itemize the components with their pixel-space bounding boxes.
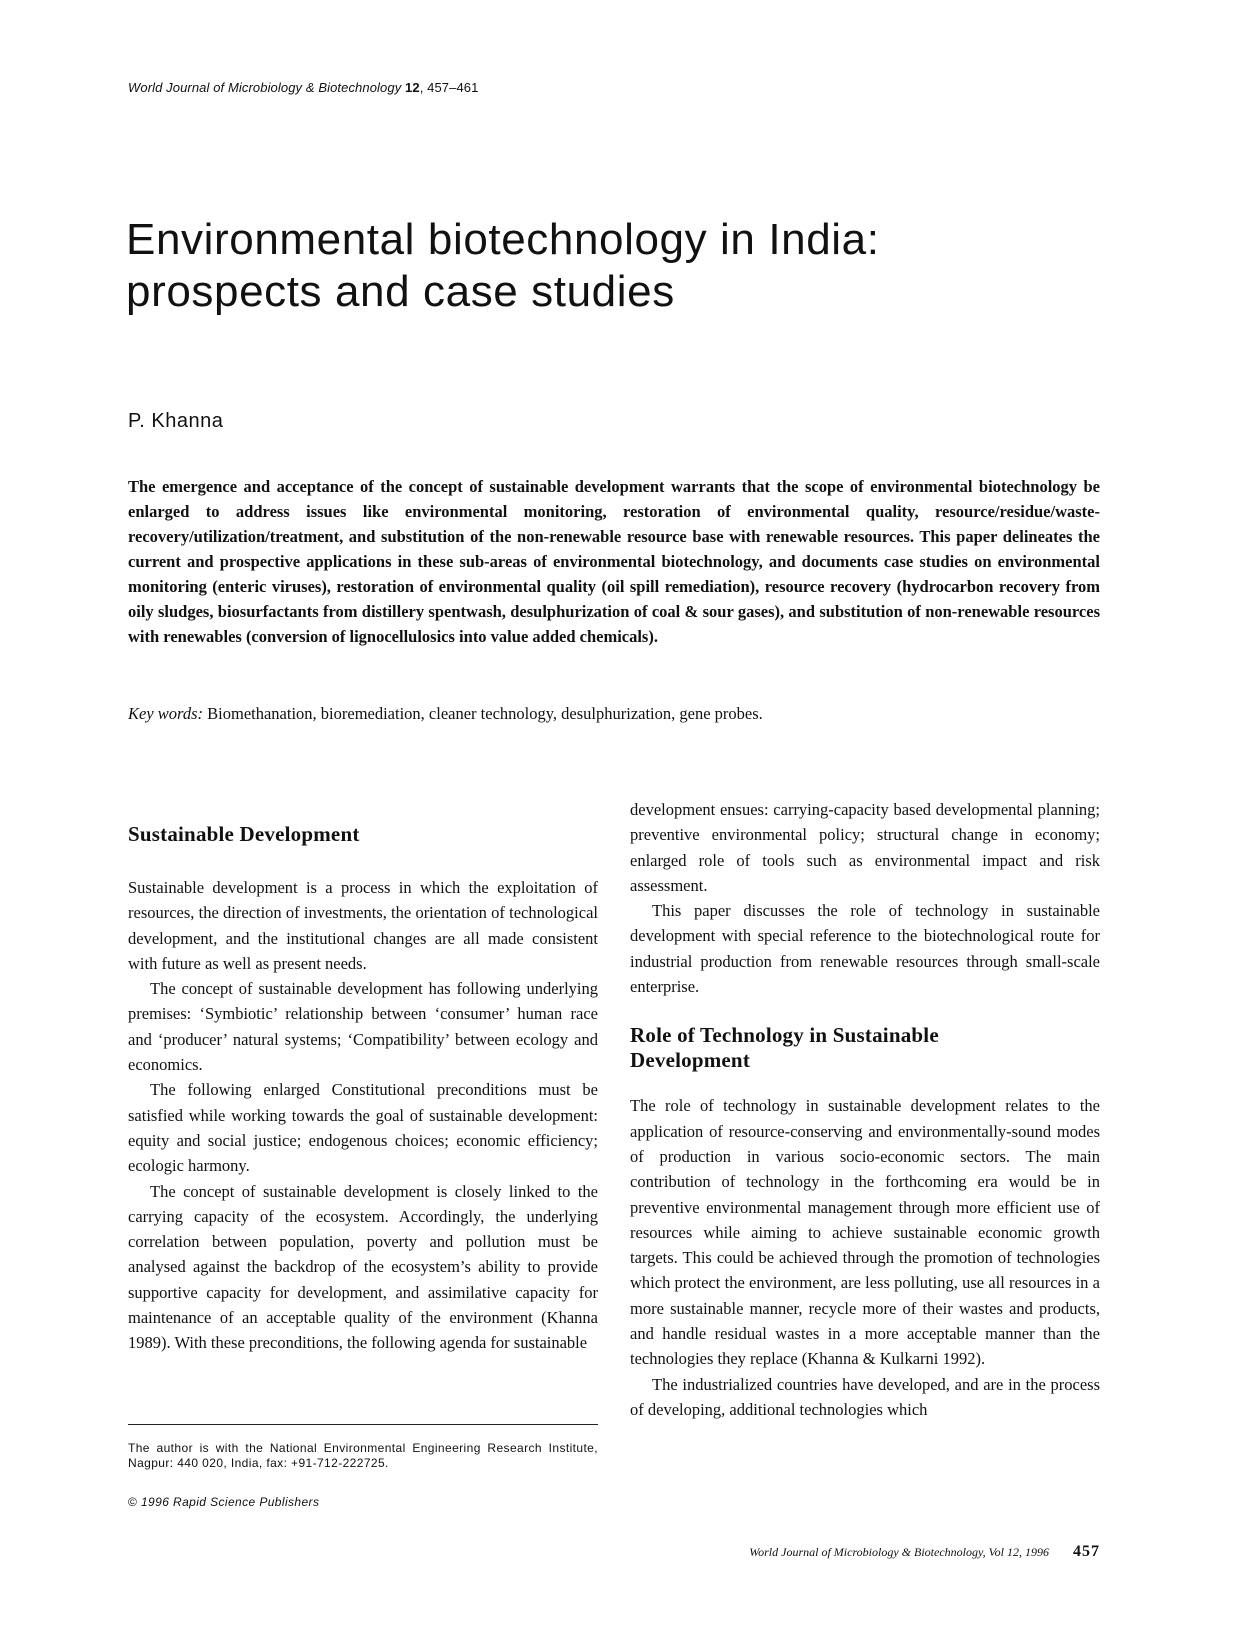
keywords-label: Key words: <box>128 704 204 723</box>
copyright-text: 1996 Rapid Science Publishers <box>137 1495 320 1509</box>
article-title <box>126 214 1126 318</box>
section-heading-sustainable-development: Sustainable Development <box>128 822 360 846</box>
copyright-icon: © <box>128 1495 138 1509</box>
section-heading-role-of-technology <box>630 1023 1100 1073</box>
running-head-volume: 12 <box>405 80 420 95</box>
page-number: 457 <box>1073 1543 1100 1560</box>
footer-journal: World Journal of Microbiology & Biotechnology, Vol 12, 1996 <box>749 1545 1049 1559</box>
paragraph: The concept of sustainable development has following underlying premises: ‘Symbiotic’ relationship between ‘consumer’ human race and ‘producer’ natural systems; ‘Compatibility’ between ecology and economics. <box>128 979 598 1075</box>
article-title-line-1: Environmental biotechnology in India: <box>126 215 880 264</box>
section-heading-line-2: Development <box>630 1048 751 1073</box>
right-column <box>630 797 1100 1422</box>
running-head-pages: , 457–461 <box>419 80 479 95</box>
paragraph: The role of technology in sustainable development relates to the application of resource-conserving and environmentally-sound modes of production in various socio-economic sectors. The main contribution of technology in the forthcoming era would be in preventive environmental management through more efficient use of resources while aiming to achieve sustainable economic growth targets. This could be achieved through the promotion of technologies which protect the environment, are less polluting, use all resources in a more sustainable manner, recycle more of their wastes and products, and handle residual wastes in a more acceptable manner than the technologies they replace (Khanna & Kulkarni 1992). <box>630 1096 1100 1369</box>
left-column <box>128 822 598 1356</box>
running-head <box>128 80 478 95</box>
paragraph: The concept of sustainable development is closely linked to the carrying capacity of the ecosystem. Accordingly, the underlying correlation between population, poverty and pollution must be analysed against the backdrop of the ecosystem’s ability to provide supportive capacity for development, and assimilative capacity for maintenance of an acceptable quality of the environment (Khanna 1989). With these preconditions, the following agenda for sustainable <box>128 1181 598 1353</box>
running-head-journal: World Journal of Microbiology & Biotechnology <box>128 80 402 95</box>
footnote-divider <box>128 1424 598 1425</box>
keywords-text: Biomethanation, bioremediation, cleaner technology, desulphurization, gene probes. <box>203 704 763 723</box>
abstract: The emergence and acceptance of the concept of sustainable development warrants that the scope of environmental biotechnology be enlarged to address issues like environmental monitoring, restoration of environmental quality, resource/residue/waste-recovery/utilization/treatment, and substitution of the non-renewable resource base with renewable resources. This paper delineates the current and prospective applications in these sub-areas of environmental biotechnology, and documents case studies on environmental monitoring (enteric viruses), restoration of environmental quality (oil spill remediation), resource recovery (hydrocarbon recovery from oily sludges, biosurfactants from distillery spentwash, desulphurization of coal & sour gases), and substitution of non-renewable resources with renewables (conversion of lignocellulosics into value added chemicals). <box>128 477 1100 646</box>
paragraph: The industrialized countries have developed, and are in the process of developing, additional technologies which <box>630 1374 1100 1419</box>
paragraph: This paper discusses the role of technology in sustainable development with special reference to the biotechnological route for industrial production from renewable resources through small-scale enterprise. <box>630 901 1100 997</box>
paragraph: Sustainable development is a process in which the exploitation of resources, the direction of investments, the orientation of technological development, and the institutional changes are all made consistent with future as well as present needs. <box>128 878 598 973</box>
paragraph: The following enlarged Constitutional preconditions must be satisfied while working towards the goal of sustainable development: equity and social justice; endogenous choices; economic efficiency; ecologic harmony. <box>128 1080 598 1176</box>
page-footer <box>700 1543 1100 1561</box>
copyright-notice <box>128 1495 319 1509</box>
author-affiliation-footnote: The author is with the National Environmental Engineering Research Institute, Nagpur: 440 020, India, fax: +91-712-222725. <box>128 1441 598 1470</box>
section-heading-line-1: Role of Technology in Sustainable <box>630 1023 939 1048</box>
keywords <box>128 702 1100 726</box>
article-title-line-2: prospects and case studies <box>126 267 675 316</box>
author-name: P. Khanna <box>128 410 224 432</box>
paragraph: development ensues: carrying-capacity based developmental planning; preventive environmental policy; structural change in economy; enlarged role of tools such as environmental impact and risk assessment. <box>630 800 1100 895</box>
